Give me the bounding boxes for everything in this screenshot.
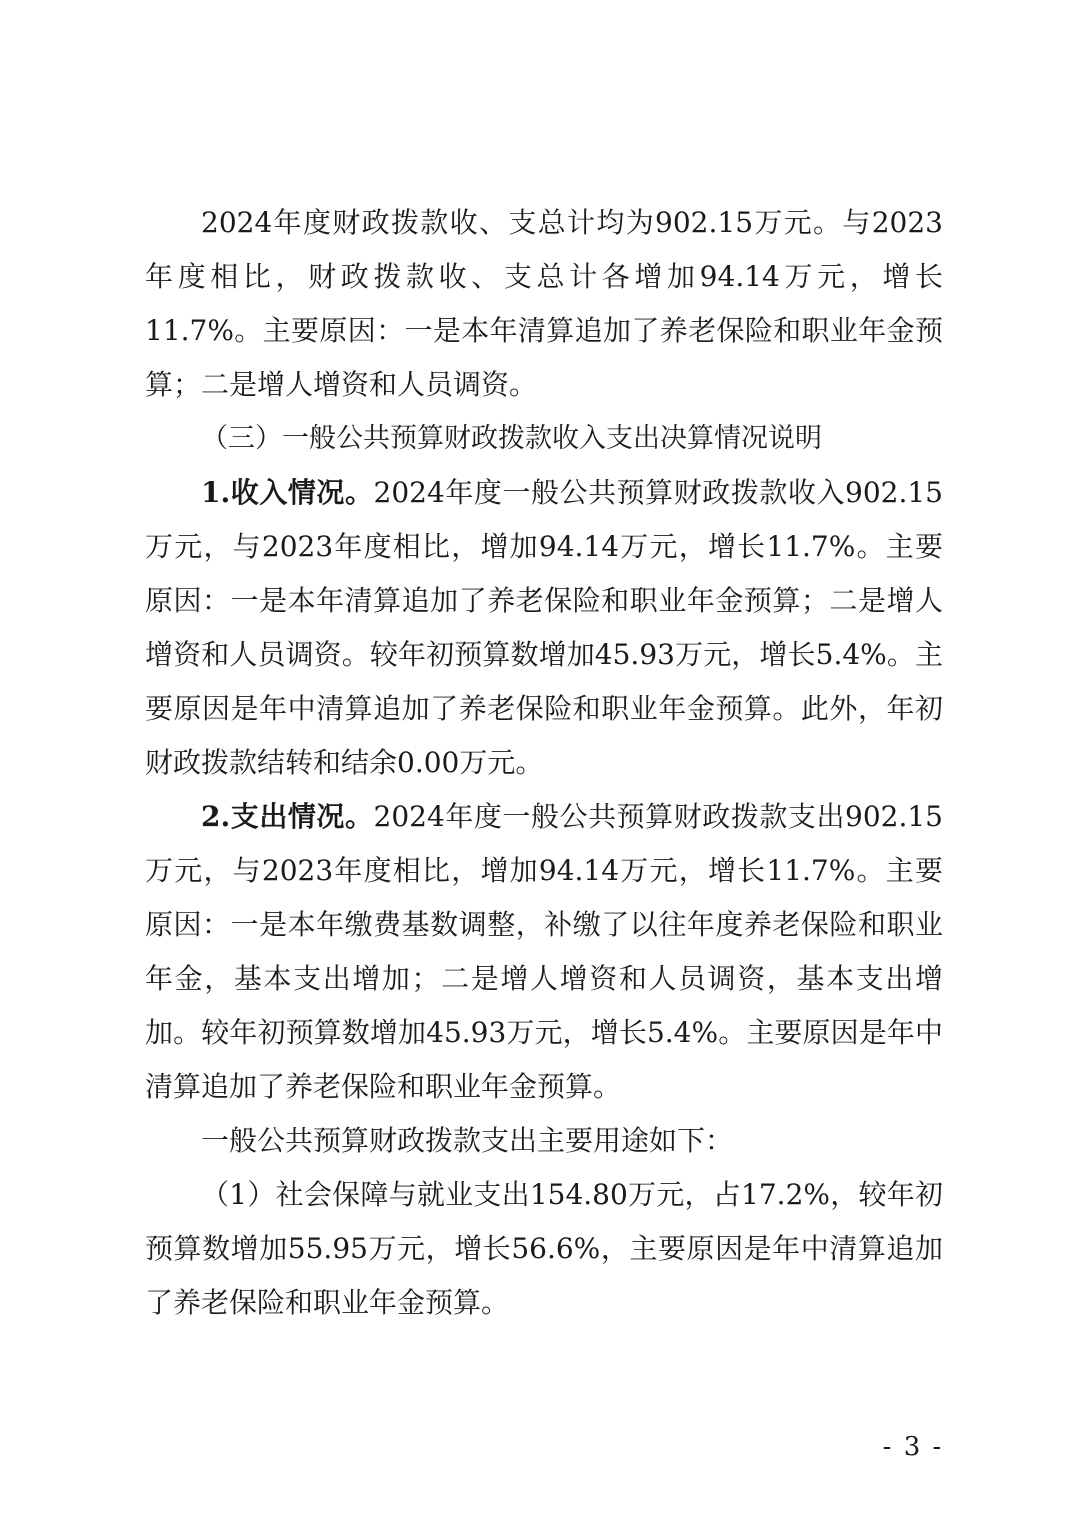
income-body: 2024年度一般公共预算财政拨款收入902.15万元，与2023年度相比，增加94.14万元，增长11.7%。主要原因：一是本年清算追加了养老保险和职业年金预算；二是增人增资和人员调资。较年初预算数增加45.93万元，增长5.4%。主要原因是年中清算追加了养老保险和职业年金预算。此外，年初财政拨款结转和结余0.00万元。	[145, 476, 944, 779]
expense-lead: 2.支出情况。	[201, 800, 374, 833]
paragraph-uses-intro: 一般公共预算财政拨款支出主要用途如下：	[201, 1124, 734, 1157]
document-body	[145, 196, 943, 1330]
income-lead: 1.收入情况。	[201, 476, 374, 509]
paragraph-item-social-security: （1）社会保障与就业支出154.80万元，占17.2%，较年初预算数增加55.95万元，增长56.6%，主要原因是年中清算追加了养老保险和职业年金预算。	[145, 1178, 943, 1319]
paragraph-income	[145, 466, 943, 790]
paragraph-expense	[145, 790, 943, 1114]
page-number: - 3 -	[882, 1432, 944, 1462]
paragraph-total-summary: 2024年度财政拨款收、支总计均为902.15万元。与2023年度相比，财政拨款收、支总计各增加94.14万元，增长11.7%。主要原因：一是本年清算追加了养老保险和职业年金预算；二是增人增资和人员调资。	[145, 206, 943, 401]
expense-body: 2024年度一般公共预算财政拨款支出902.15万元，与2023年度相比，增加94.14万元，增长11.7%。主要原因：一是本年缴费基数调整，补缴了以往年度养老保险和职业年金，基本支出增加；二是增人增资和人员调资，基本支出增加。较年初预算数增加45.93万元，增长5.4%。主要原因是年中清算追加了养老保险和职业年金预算。	[145, 800, 944, 1103]
section-heading-general-budget: （三）一般公共预算财政拨款收入支出决算情况说明	[201, 423, 822, 454]
